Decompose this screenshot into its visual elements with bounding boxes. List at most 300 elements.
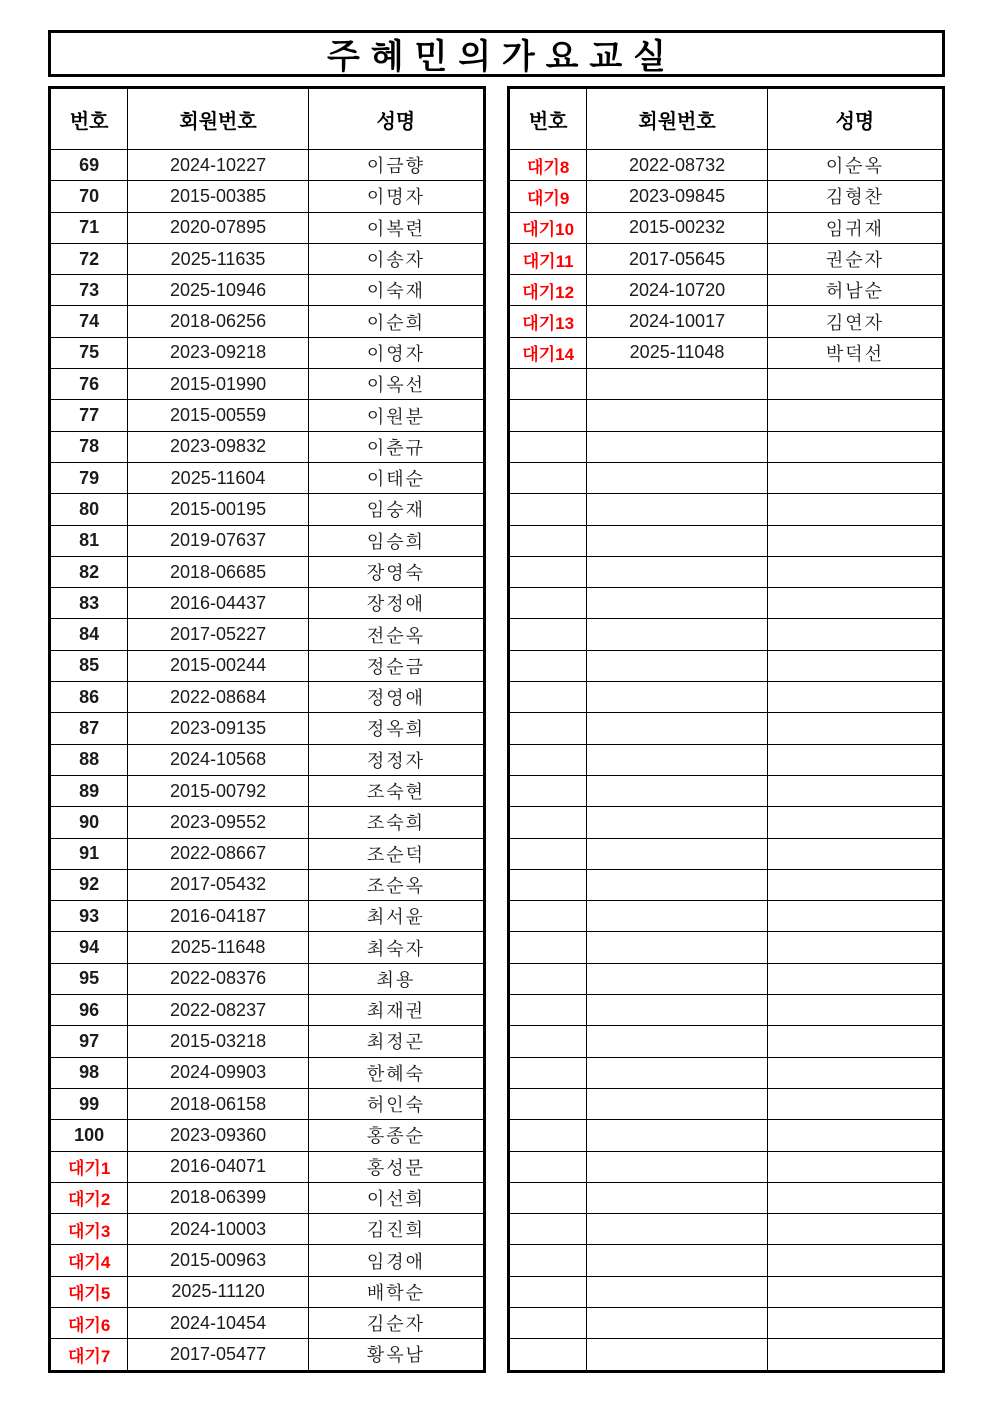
member-id-cell: 2023-09552 (128, 807, 309, 838)
member-name-cell: 최숙자 (308, 932, 484, 963)
col-header-no: 번호 (509, 88, 587, 150)
empty-cell (509, 1182, 587, 1213)
empty-cell (767, 431, 943, 462)
empty-row (509, 1120, 944, 1151)
table-row (50, 1339, 485, 1371)
table-row (50, 431, 485, 462)
member-name-cell: 허인숙 (308, 1088, 484, 1119)
empty-cell (587, 494, 768, 525)
header-row (50, 88, 485, 150)
table-row (50, 1088, 485, 1119)
member-id-cell: 2015-00963 (128, 1245, 309, 1276)
table-row (50, 1245, 485, 1276)
member-id-cell: 2023-09360 (128, 1120, 309, 1151)
row-number-cell: 대기10 (509, 212, 587, 243)
empty-row (509, 619, 944, 650)
empty-cell (587, 775, 768, 806)
member-name-cell: 정순금 (308, 650, 484, 681)
empty-cell (767, 932, 943, 963)
member-name-cell: 조순덕 (308, 838, 484, 869)
empty-cell (509, 1057, 587, 1088)
empty-cell (509, 901, 587, 932)
table-row (50, 181, 485, 212)
empty-cell (767, 838, 943, 869)
member-id-cell: 2024-10568 (128, 744, 309, 775)
empty-cell (509, 1245, 587, 1276)
empty-cell (767, 1182, 943, 1213)
row-number-cell: 79 (50, 462, 128, 493)
member-id-cell: 2018-06158 (128, 1088, 309, 1119)
member-name-cell: 김진희 (308, 1214, 484, 1245)
member-name-cell: 조순옥 (308, 869, 484, 900)
table-row (509, 337, 944, 368)
empty-cell (587, 1151, 768, 1182)
empty-cell (587, 462, 768, 493)
member-id-cell: 2015-00792 (128, 775, 309, 806)
table-row (50, 556, 485, 587)
col-header-name: 성명 (767, 88, 943, 150)
empty-cell (587, 838, 768, 869)
member-id-cell: 2017-05477 (128, 1339, 309, 1371)
empty-cell (767, 619, 943, 650)
empty-cell (587, 1245, 768, 1276)
empty-cell (587, 588, 768, 619)
table-row (50, 525, 485, 556)
member-name-cell: 이명자 (308, 181, 484, 212)
empty-cell (509, 462, 587, 493)
member-id-cell: 2025-11648 (128, 932, 309, 963)
empty-cell (587, 431, 768, 462)
empty-row (509, 775, 944, 806)
table-row (50, 1276, 485, 1307)
member-name-cell: 최용 (308, 963, 484, 994)
table-row (50, 494, 485, 525)
member-name-cell: 황옥남 (308, 1339, 484, 1371)
table-row (50, 807, 485, 838)
member-name-cell: 조숙희 (308, 807, 484, 838)
empty-cell (509, 932, 587, 963)
empty-cell (509, 995, 587, 1026)
empty-cell (509, 1026, 587, 1057)
header-row (509, 88, 944, 150)
empty-cell (767, 869, 943, 900)
member-name-cell: 임귀재 (767, 212, 943, 243)
empty-cell (587, 1276, 768, 1307)
col-header-name: 성명 (308, 88, 484, 150)
empty-cell (509, 775, 587, 806)
empty-cell (767, 1120, 943, 1151)
member-name-cell: 최서윤 (308, 901, 484, 932)
table-row (50, 243, 485, 274)
table-row (50, 1026, 485, 1057)
empty-cell (509, 650, 587, 681)
row-number-cell: 대기3 (50, 1214, 128, 1245)
member-id-cell: 2015-00232 (587, 212, 768, 243)
empty-row (509, 1026, 944, 1057)
member-name-cell: 이원분 (308, 400, 484, 431)
empty-cell (587, 1307, 768, 1338)
member-table-right (507, 86, 945, 1373)
table-row (50, 682, 485, 713)
empty-cell (767, 1026, 943, 1057)
table-row (50, 369, 485, 400)
empty-cell (509, 869, 587, 900)
member-table-left (48, 86, 486, 1373)
empty-cell (767, 588, 943, 619)
empty-cell (509, 682, 587, 713)
tables-container (48, 86, 945, 1373)
row-number-cell: 71 (50, 212, 128, 243)
empty-row (509, 400, 944, 431)
row-number-cell: 대기6 (50, 1307, 128, 1338)
table-row (509, 243, 944, 274)
row-number-cell: 82 (50, 556, 128, 587)
page-title: 주혜민의가요교실 (327, 38, 677, 76)
member-id-cell: 2015-03218 (128, 1026, 309, 1057)
col-header-no: 번호 (50, 88, 128, 150)
col-header-member-id: 회원번호 (128, 88, 309, 150)
member-id-cell: 2015-00559 (128, 400, 309, 431)
table-row (50, 838, 485, 869)
table-row (50, 744, 485, 775)
empty-cell (767, 775, 943, 806)
empty-cell (509, 1307, 587, 1338)
empty-cell (509, 1276, 587, 1307)
member-id-cell: 2016-04437 (128, 588, 309, 619)
row-number-cell: 대기13 (509, 306, 587, 337)
row-number-cell: 92 (50, 869, 128, 900)
empty-cell (587, 932, 768, 963)
table-row (50, 963, 485, 994)
empty-row (509, 1088, 944, 1119)
row-number-cell: 80 (50, 494, 128, 525)
member-id-cell: 2024-10017 (587, 306, 768, 337)
row-number-cell: 69 (50, 150, 128, 181)
table-row (509, 150, 944, 181)
row-number-cell: 85 (50, 650, 128, 681)
empty-cell (587, 369, 768, 400)
member-id-cell: 2022-08667 (128, 838, 309, 869)
empty-cell (509, 1088, 587, 1119)
member-id-cell: 2015-00385 (128, 181, 309, 212)
row-number-cell: 99 (50, 1088, 128, 1119)
empty-cell (509, 838, 587, 869)
empty-row (509, 462, 944, 493)
member-id-cell: 2023-09845 (587, 181, 768, 212)
row-number-cell: 76 (50, 369, 128, 400)
table-row (50, 212, 485, 243)
member-name-cell: 정정자 (308, 744, 484, 775)
member-id-cell: 2017-05227 (128, 619, 309, 650)
member-id-cell: 2024-10003 (128, 1214, 309, 1245)
empty-cell (587, 901, 768, 932)
table-row (50, 995, 485, 1026)
member-id-cell: 2024-10720 (587, 275, 768, 306)
member-id-cell: 2023-09135 (128, 713, 309, 744)
member-name-cell: 이선희 (308, 1182, 484, 1213)
empty-cell (509, 588, 587, 619)
member-name-cell: 이순희 (308, 306, 484, 337)
member-name-cell: 장정애 (308, 588, 484, 619)
empty-cell (509, 1339, 587, 1371)
empty-cell (767, 1088, 943, 1119)
table-row (509, 306, 944, 337)
table-row (50, 275, 485, 306)
member-name-cell: 이송자 (308, 243, 484, 274)
empty-cell (587, 525, 768, 556)
row-number-cell: 78 (50, 431, 128, 462)
empty-cell (509, 494, 587, 525)
empty-cell (767, 400, 943, 431)
member-id-cell: 2022-08237 (128, 995, 309, 1026)
empty-cell (767, 1057, 943, 1088)
empty-cell (767, 369, 943, 400)
empty-cell (509, 744, 587, 775)
member-name-cell: 정영애 (308, 682, 484, 713)
member-name-cell: 홍종순 (308, 1120, 484, 1151)
empty-row (509, 588, 944, 619)
table-row (50, 619, 485, 650)
row-number-cell: 91 (50, 838, 128, 869)
member-id-cell: 2023-09832 (128, 431, 309, 462)
table-row (50, 901, 485, 932)
row-number-cell: 대기11 (509, 243, 587, 274)
member-id-cell: 2018-06256 (128, 306, 309, 337)
member-id-cell: 2018-06399 (128, 1182, 309, 1213)
table-row (50, 650, 485, 681)
member-name-cell: 정옥희 (308, 713, 484, 744)
table-row (50, 150, 485, 181)
empty-cell (587, 1026, 768, 1057)
row-number-cell: 대기2 (50, 1182, 128, 1213)
member-name-cell: 이영자 (308, 337, 484, 368)
empty-cell (509, 1120, 587, 1151)
empty-cell (587, 650, 768, 681)
member-name-cell: 최정곤 (308, 1026, 484, 1057)
member-id-cell: 2024-10454 (128, 1307, 309, 1338)
empty-cell (767, 494, 943, 525)
empty-row (509, 1182, 944, 1213)
member-name-cell: 조숙현 (308, 775, 484, 806)
empty-cell (587, 1120, 768, 1151)
member-id-cell: 2025-11635 (128, 243, 309, 274)
row-number-cell: 70 (50, 181, 128, 212)
empty-row (509, 556, 944, 587)
member-id-cell: 2022-08684 (128, 682, 309, 713)
empty-cell (587, 807, 768, 838)
member-name-cell: 임경애 (308, 1245, 484, 1276)
member-id-cell: 2016-04071 (128, 1151, 309, 1182)
member-id-cell: 2016-04187 (128, 901, 309, 932)
empty-cell (587, 1214, 768, 1245)
table-row (50, 337, 485, 368)
member-name-cell: 권순자 (767, 243, 943, 274)
row-number-cell: 대기7 (50, 1339, 128, 1371)
empty-cell (587, 1057, 768, 1088)
empty-row (509, 901, 944, 932)
row-number-cell: 86 (50, 682, 128, 713)
empty-cell (587, 1339, 768, 1371)
member-id-cell: 2017-05645 (587, 243, 768, 274)
row-number-cell: 90 (50, 807, 128, 838)
empty-cell (509, 963, 587, 994)
member-name-cell: 김형찬 (767, 181, 943, 212)
table-row (50, 713, 485, 744)
row-number-cell: 대기8 (509, 150, 587, 181)
empty-cell (767, 462, 943, 493)
row-number-cell: 83 (50, 588, 128, 619)
empty-cell (767, 1214, 943, 1245)
member-id-cell: 2015-00244 (128, 650, 309, 681)
empty-cell (587, 1182, 768, 1213)
table-row (50, 588, 485, 619)
row-number-cell: 대기12 (509, 275, 587, 306)
member-name-cell: 한혜숙 (308, 1057, 484, 1088)
empty-row (509, 650, 944, 681)
table-row (509, 275, 944, 306)
table-row (50, 306, 485, 337)
empty-row (509, 1339, 944, 1371)
row-number-cell: 94 (50, 932, 128, 963)
row-number-cell: 98 (50, 1057, 128, 1088)
empty-cell (767, 1245, 943, 1276)
row-number-cell: 72 (50, 243, 128, 274)
empty-cell (767, 1339, 943, 1371)
table-row (50, 462, 485, 493)
empty-cell (509, 619, 587, 650)
table-row (50, 400, 485, 431)
empty-cell (767, 744, 943, 775)
member-id-cell: 2019-07637 (128, 525, 309, 556)
empty-row (509, 807, 944, 838)
member-name-cell: 이복련 (308, 212, 484, 243)
member-id-cell: 2025-10946 (128, 275, 309, 306)
member-id-cell: 2024-09903 (128, 1057, 309, 1088)
table-row (50, 1151, 485, 1182)
table-row (509, 212, 944, 243)
row-number-cell: 95 (50, 963, 128, 994)
member-name-cell: 이태순 (308, 462, 484, 493)
table-row (50, 1307, 485, 1338)
member-name-cell: 이금향 (308, 150, 484, 181)
empty-cell (767, 682, 943, 713)
empty-cell (509, 525, 587, 556)
empty-row (509, 525, 944, 556)
empty-row (509, 1057, 944, 1088)
member-name-cell: 전순옥 (308, 619, 484, 650)
empty-cell (767, 650, 943, 681)
title-box (48, 30, 945, 77)
row-number-cell: 대기9 (509, 181, 587, 212)
table-row (50, 1182, 485, 1213)
empty-row (509, 682, 944, 713)
member-name-cell: 장영숙 (308, 556, 484, 587)
empty-cell (767, 901, 943, 932)
table-row (50, 869, 485, 900)
empty-cell (587, 744, 768, 775)
row-number-cell: 100 (50, 1120, 128, 1151)
empty-row (509, 369, 944, 400)
empty-cell (509, 369, 587, 400)
member-name-cell: 홍성문 (308, 1151, 484, 1182)
member-id-cell: 2018-06685 (128, 556, 309, 587)
empty-row (509, 1214, 944, 1245)
empty-cell (767, 1276, 943, 1307)
empty-cell (587, 713, 768, 744)
empty-cell (767, 1307, 943, 1338)
empty-cell (767, 963, 943, 994)
member-id-cell: 2017-05432 (128, 869, 309, 900)
table-row (50, 775, 485, 806)
row-number-cell: 대기1 (50, 1151, 128, 1182)
empty-cell (587, 963, 768, 994)
member-name-cell: 이숙재 (308, 275, 484, 306)
member-name-cell: 임승희 (308, 525, 484, 556)
empty-row (509, 1245, 944, 1276)
empty-cell (587, 400, 768, 431)
empty-cell (509, 807, 587, 838)
empty-cell (767, 807, 943, 838)
empty-cell (587, 619, 768, 650)
table-row (50, 1120, 485, 1151)
empty-row (509, 1276, 944, 1307)
member-name-cell: 김연자 (767, 306, 943, 337)
empty-cell (509, 713, 587, 744)
empty-cell (587, 682, 768, 713)
empty-row (509, 431, 944, 462)
empty-row (509, 494, 944, 525)
row-number-cell: 대기14 (509, 337, 587, 368)
row-number-cell: 87 (50, 713, 128, 744)
member-id-cell: 2023-09218 (128, 337, 309, 368)
empty-cell (509, 431, 587, 462)
empty-row (509, 932, 944, 963)
empty-row (509, 869, 944, 900)
empty-cell (767, 525, 943, 556)
table-body-left (50, 150, 485, 1372)
row-number-cell: 89 (50, 775, 128, 806)
table-row (50, 1214, 485, 1245)
empty-cell (767, 1151, 943, 1182)
empty-cell (767, 995, 943, 1026)
empty-cell (509, 1214, 587, 1245)
member-id-cell: 2024-10227 (128, 150, 309, 181)
row-number-cell: 77 (50, 400, 128, 431)
row-number-cell: 74 (50, 306, 128, 337)
member-name-cell: 임숭재 (308, 494, 484, 525)
table-body-right (509, 150, 944, 1372)
row-number-cell: 대기4 (50, 1245, 128, 1276)
row-number-cell: 대기5 (50, 1276, 128, 1307)
member-name-cell: 허남순 (767, 275, 943, 306)
member-name-cell: 이옥선 (308, 369, 484, 400)
empty-row (509, 963, 944, 994)
member-name-cell: 김순자 (308, 1307, 484, 1338)
member-name-cell: 이춘규 (308, 431, 484, 462)
table-row (509, 181, 944, 212)
row-number-cell: 97 (50, 1026, 128, 1057)
table-row (50, 1057, 485, 1088)
row-number-cell: 84 (50, 619, 128, 650)
col-header-member-id: 회원번호 (587, 88, 768, 150)
empty-cell (587, 1088, 768, 1119)
empty-cell (509, 556, 587, 587)
empty-row (509, 744, 944, 775)
table-row (50, 932, 485, 963)
empty-cell (509, 1151, 587, 1182)
empty-row (509, 838, 944, 869)
member-name-cell: 이순옥 (767, 150, 943, 181)
